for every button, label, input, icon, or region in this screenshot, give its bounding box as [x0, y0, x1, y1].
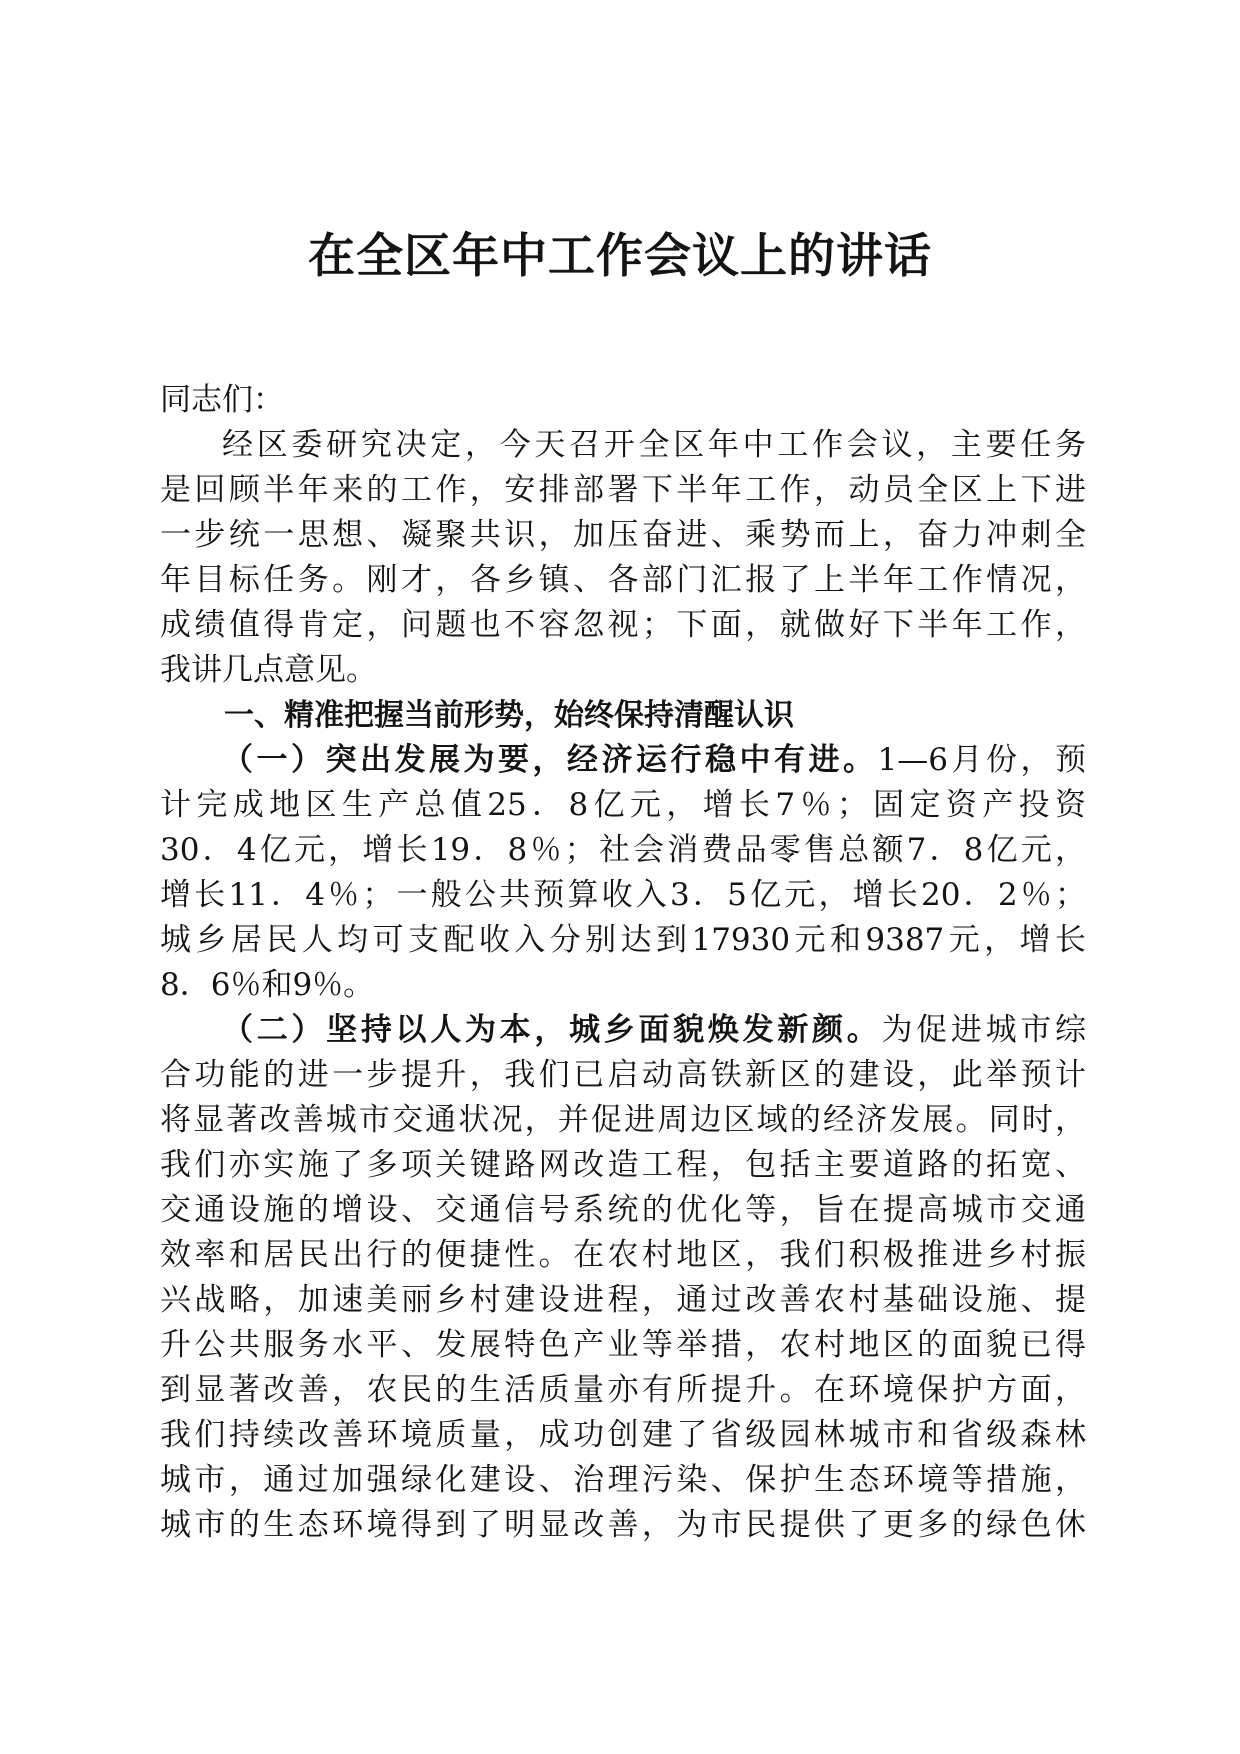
paragraph-line: 计完成地区生产总值25．8亿元，增长7％；固定资产投资: [160, 787, 1086, 823]
subsection-first-line: [160, 738, 1086, 783]
subsection-text: 为促进城市综: [881, 1012, 1087, 1048]
subsection-heading: （二）坚持以人为本，城乡面貌焕发新颜。: [222, 1012, 882, 1048]
section-heading: 一、精准把握当前形势，始终保持清醒认识: [224, 698, 794, 733]
paragraph-line: 我们亦实施了多项关键路网改造工程，包括主要道路的拓宽、: [160, 1147, 1086, 1183]
paragraph-line: 8．6％和9％。: [160, 967, 375, 1003]
paragraph-line: 合功能的进一步提升，我们已启动高铁新区的建设，此举预计: [160, 1057, 1086, 1093]
paragraph-line: 增长11．4％；一般公共预算收入3．5亿元，增长20．2％；: [160, 877, 1086, 913]
paragraph-line: 经区委研究决定，今天召开全区年中工作会议，主要任务: [222, 427, 1086, 463]
subsection-heading: （一）突出发展为要，经济运行稳中有进。: [222, 742, 878, 778]
subsection-first-line: [160, 1008, 1086, 1053]
paragraph-line: 成绩值得肯定，问题也不容忽视；下面，就做好下半年工作，: [160, 607, 1086, 643]
paragraph-line: 到显著改善，农民的生活质量亦有所提升。在环境保护方面，: [160, 1372, 1086, 1408]
paragraph-line: 我们持续改善环境质量，成功创建了省级园林城市和省级森林: [160, 1417, 1086, 1453]
paragraph-line: 城市，通过加强绿化建设、治理污染、保护生态环境等措施，: [160, 1462, 1086, 1498]
document-title: 在全区年中工作会议上的讲话: [308, 229, 932, 284]
paragraph-line: 升公共服务水平、发展特色产业等举措，农村地区的面貌已得: [160, 1327, 1086, 1363]
paragraph-line: 年目标任务。刚才，各乡镇、各部门汇报了上半年工作情况，: [160, 562, 1086, 598]
paragraph-line: 城市的生态环境得到了明显改善，为市民提供了更多的绿色休: [160, 1507, 1086, 1543]
document-body: [160, 378, 1086, 1548]
paragraph-line: 效率和居民出行的便捷性。在农村地区，我们积极推进乡村振: [160, 1237, 1086, 1273]
paragraph-line: 30．4亿元，增长19．8％；社会消费品零售总额7．8亿元，: [160, 832, 1086, 868]
salutation: 同志们：: [160, 382, 284, 418]
paragraph-line: 交通设施的增设、交通信号系统的优化等，旨在提高城市交通: [160, 1192, 1086, 1228]
paragraph-line: 城乡居民人均可支配收入分别达到17930元和9387元，增长: [160, 922, 1086, 958]
paragraph-line: 是回顾半年来的工作，安排部署下半年工作，动员全区上下进: [160, 472, 1086, 508]
paragraph-line: 将显著改善城市交通状况，并促进周边区域的经济发展。同时，: [160, 1102, 1086, 1138]
subsection-text: 1—6月份，预: [877, 742, 1087, 778]
paragraph-line: 一步统一思想、凝聚共识，加压奋进、乘势而上，奋力冲刺全: [160, 517, 1086, 553]
paragraph-line: 兴战略，加速美丽乡村建设进程，通过改善农村基础设施、提: [160, 1282, 1086, 1318]
paragraph-line: 我讲几点意见。: [160, 652, 377, 688]
